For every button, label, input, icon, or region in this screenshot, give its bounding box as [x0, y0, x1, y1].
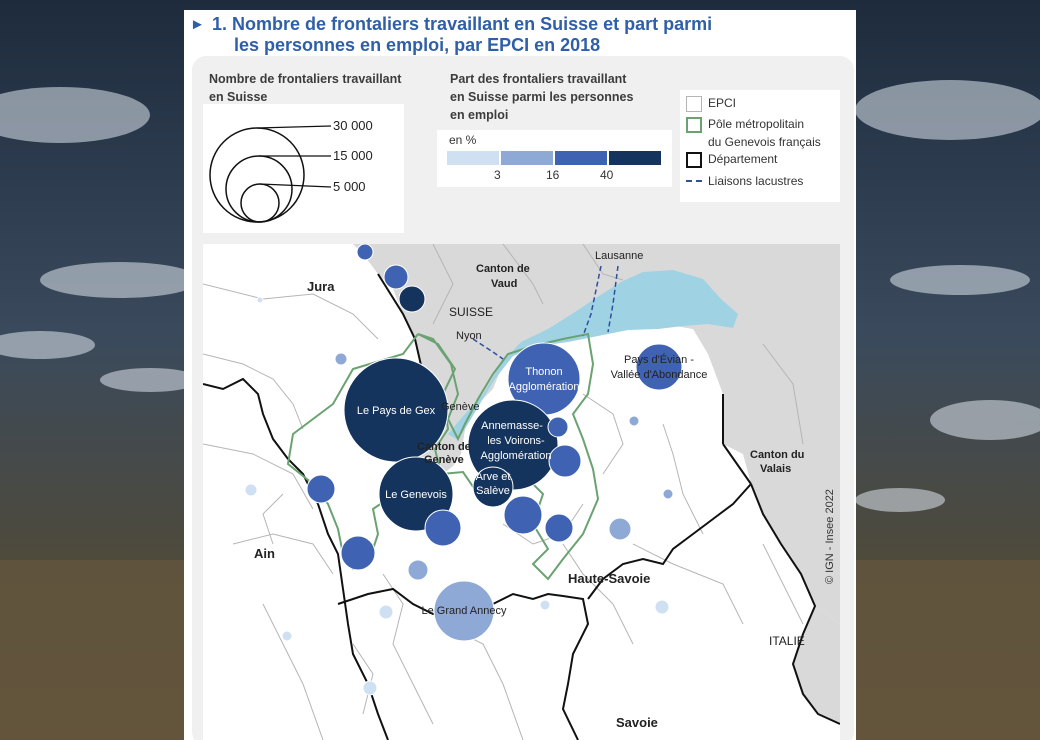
label-jura: Jura	[307, 279, 335, 294]
departement-swatch	[686, 152, 702, 168]
color-legend-heading	[450, 70, 633, 124]
size-circle-30000	[210, 128, 304, 222]
color-legend-unit: en %	[449, 133, 477, 147]
label-canton-geneve-1: Canton de	[417, 441, 471, 453]
bubble-genevois-south	[425, 510, 461, 546]
label-le-genevois: Le Genevois	[385, 489, 447, 501]
label-arve-2: Salève	[476, 485, 510, 497]
bubble-ain-1	[335, 353, 347, 365]
label-annemasse-2: les Voirons-	[487, 435, 545, 447]
pole-label-line-2: du Genevois français	[708, 135, 821, 149]
size-label-5000: 5 000	[333, 179, 366, 194]
bubble-south-3	[663, 489, 673, 499]
color-break-40: 40	[600, 168, 614, 182]
bubble-jura-north	[357, 244, 373, 260]
bubble-annecy-far-east	[655, 600, 669, 614]
bubble-annecy-north	[408, 560, 428, 580]
label-ain: Ain	[254, 546, 275, 561]
bubble-savoie-1	[363, 681, 377, 695]
size-legend-heading-line-2: en Suisse	[209, 90, 268, 104]
size-label-15000: 15 000	[333, 148, 373, 163]
label-haute-savoie: Haute-Savoie	[568, 571, 651, 586]
figure-panel	[184, 10, 856, 740]
pole-label	[708, 115, 821, 151]
liaisons-label: Liaisons lacustres	[708, 174, 804, 188]
size-legend-graphic	[203, 104, 404, 233]
bubble-annecy-east	[540, 600, 550, 610]
bubble-annecy-west	[379, 605, 393, 619]
label-canton-valais-2: Valais	[760, 463, 792, 475]
color-class-4	[609, 151, 661, 165]
color-legend-heading-line-1: Part des frontaliers travaillant	[450, 72, 627, 86]
label-geneve: Genève	[441, 401, 480, 413]
color-break-3: 3	[494, 168, 501, 182]
color-legend-heading-line-3: en emploi	[450, 108, 509, 122]
color-class-1	[447, 151, 499, 165]
bubble-east-1	[548, 417, 568, 437]
label-evian-2: Vallée d'Abondance	[610, 369, 708, 381]
bubble-ain-south	[282, 631, 292, 641]
color-legend	[437, 130, 672, 187]
label-thonon-2: Agglomération	[508, 381, 580, 393]
pole-swatch	[686, 117, 702, 133]
label-nyon: Nyon	[456, 330, 482, 342]
departement-label: Département	[708, 152, 778, 166]
label-canton-vaud-1: Canton de	[476, 263, 530, 275]
bubble-jura-2	[384, 265, 408, 289]
size-legend-heading-line-1: Nombre de frontaliers travaillant	[209, 72, 402, 86]
color-break-16: 16	[546, 168, 560, 182]
size-circle-15000	[226, 156, 292, 222]
label-savoie: Savoie	[616, 715, 658, 730]
label-annemasse-3: Agglomération	[480, 450, 552, 462]
size-label-30000: 30 000	[333, 118, 373, 133]
map	[203, 244, 840, 740]
title-marker-icon: ►	[190, 16, 205, 33]
bubble-south-4	[609, 518, 631, 540]
label-arve-1: Arve et	[475, 471, 511, 483]
copyright-credit: © IGN - Insee 2022	[824, 489, 836, 584]
bubble-south-1	[504, 496, 542, 534]
label-thonon-1: Thonon	[525, 366, 563, 378]
label-canton-valais-1: Canton du	[750, 449, 805, 461]
color-class-2	[501, 151, 553, 165]
title-line-1: 1. Nombre de frontaliers travaillant en Suisse et part parmi	[212, 14, 713, 34]
boundary-legend	[680, 90, 840, 202]
pole-label-line-1: Pôle métropolitain	[708, 117, 805, 131]
bubble-east-2	[549, 445, 581, 477]
bubble-south-2	[545, 514, 573, 542]
label-canton-vaud-2: Vaud	[491, 278, 518, 290]
label-evian-1: Pays d'Évian -	[624, 354, 694, 366]
bubble-east-3	[629, 416, 639, 426]
map-graphic	[203, 244, 840, 740]
bubble-ain-4	[341, 536, 375, 570]
label-annemasse-1: Annemasse-	[481, 420, 543, 432]
bubble-jura-3	[399, 286, 425, 312]
liaisons-swatch	[686, 180, 702, 182]
bubble-jura-small	[257, 297, 263, 303]
bubble-ain-3	[245, 484, 257, 496]
label-grand-annecy: Le Grand Annecy	[421, 605, 507, 617]
bubble-ain-2	[307, 475, 335, 503]
epci-label: EPCI	[708, 96, 737, 110]
label-lausanne: Lausanne	[595, 250, 644, 262]
label-canton-geneve-2: Genève	[424, 454, 464, 466]
size-legend	[203, 104, 404, 233]
size-legend-heading	[209, 70, 401, 106]
label-pays-de-gex: Le Pays de Gex	[356, 405, 436, 417]
label-italie: ITALIE	[769, 634, 805, 648]
title-line-2: les personnes en emploi, par EPCI en 2018	[234, 35, 601, 55]
size-circle-5000	[241, 184, 279, 222]
color-class-3	[555, 151, 607, 165]
bubble-evian	[636, 344, 682, 390]
color-legend-heading-line-2: en Suisse parmi les personnes	[450, 90, 634, 104]
epci-swatch	[686, 96, 702, 112]
label-suisse: SUISSE	[449, 305, 494, 319]
